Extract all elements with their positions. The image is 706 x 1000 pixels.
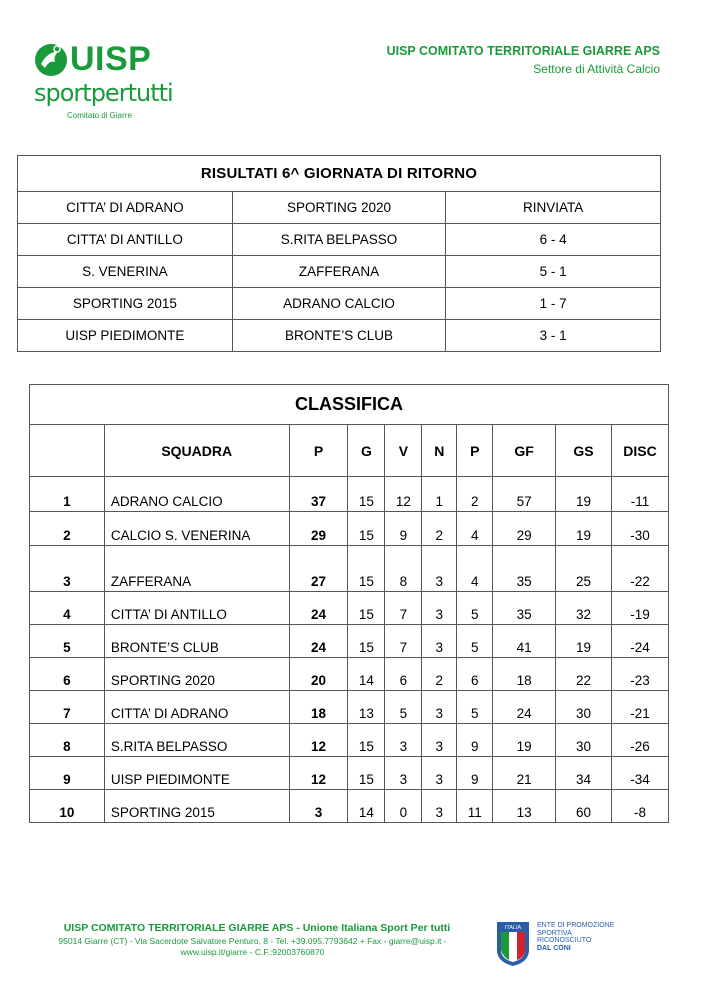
goals-for-cell: 13 (493, 790, 556, 823)
standings-row (30, 658, 669, 691)
drawn-cell: 3 (422, 790, 457, 823)
played-cell: 15 (348, 512, 385, 546)
goals-for-cell: 18 (493, 658, 556, 691)
points-cell: 18 (289, 691, 348, 724)
logo-uisp-text: UISP (70, 40, 152, 78)
points-cell: 29 (289, 512, 348, 546)
logo-sportpertutti-text: sportpertutti (34, 79, 173, 107)
drawn-cell: 3 (422, 691, 457, 724)
team-name-cell: SPORTING 2015 (104, 790, 289, 823)
goals-against-cell: 19 (556, 512, 612, 546)
won-cell: 12 (385, 477, 422, 512)
position-cell: 5 (30, 625, 105, 658)
discipline-cell: -22 (612, 546, 669, 592)
won-cell: 9 (385, 512, 422, 546)
standings-row (30, 757, 669, 790)
played-cell: 15 (348, 757, 385, 790)
goals-against-cell: 25 (556, 546, 612, 592)
drawn-cell: 2 (422, 658, 457, 691)
column-header: SQUADRA (104, 425, 289, 477)
standings-row (30, 691, 669, 724)
position-cell: 3 (30, 546, 105, 592)
goals-against-cell: 19 (556, 625, 612, 658)
standings-row (30, 512, 669, 546)
lost-cell: 11 (457, 790, 493, 823)
goals-for-cell: 29 (493, 512, 556, 546)
goals-against-cell: 34 (556, 757, 612, 790)
score-cell: 1 - 7 (446, 288, 661, 320)
played-cell: 15 (348, 724, 385, 757)
logo-comitato-text: Comitato di Giarre (67, 111, 132, 120)
goals-for-cell: 19 (493, 724, 556, 757)
team-name-cell: ADRANO CALCIO (104, 477, 289, 512)
coni-recognition-text (537, 922, 614, 952)
points-cell: 24 (289, 625, 348, 658)
points-cell: 24 (289, 592, 348, 625)
team-name-cell: CITTA’ DI ADRANO (104, 691, 289, 724)
coni-line: RICONOSCIUTO (537, 937, 592, 945)
drawn-cell: 2 (422, 512, 457, 546)
goals-against-cell: 32 (556, 592, 612, 625)
played-cell: 14 (348, 790, 385, 823)
standings-table (29, 384, 669, 823)
home-team-cell: CITTA’ DI ANTILLO (18, 224, 233, 256)
standings-row (30, 546, 669, 592)
team-name-cell: ZAFFERANA (104, 546, 289, 592)
org-subtitle: Settore di Attività Calcio (533, 62, 660, 76)
position-cell: 6 (30, 658, 105, 691)
drawn-cell: 3 (422, 625, 457, 658)
goals-against-cell: 19 (556, 477, 612, 512)
away-team-cell: ZAFFERANA (232, 256, 446, 288)
played-cell: 15 (348, 477, 385, 512)
points-cell: 3 (289, 790, 348, 823)
away-team-cell: BRONTE’S CLUB (232, 320, 446, 352)
standings-row (30, 477, 669, 512)
standings-row (30, 790, 669, 823)
discipline-cell: -23 (612, 658, 669, 691)
results-table (17, 155, 661, 352)
column-header: GS (556, 425, 612, 477)
discipline-cell: -24 (612, 625, 669, 658)
position-cell: 10 (30, 790, 105, 823)
points-cell: 27 (289, 546, 348, 592)
lost-cell: 5 (457, 625, 493, 658)
won-cell: 7 (385, 592, 422, 625)
lost-cell: 2 (457, 477, 493, 512)
lost-cell: 5 (457, 592, 493, 625)
lost-cell: 6 (457, 658, 493, 691)
drawn-cell: 3 (422, 592, 457, 625)
team-name-cell: CITTA’ DI ANTILLO (104, 592, 289, 625)
column-header: P (457, 425, 493, 477)
won-cell: 8 (385, 546, 422, 592)
won-cell: 3 (385, 724, 422, 757)
won-cell: 7 (385, 625, 422, 658)
result-row (18, 224, 661, 256)
result-row (18, 192, 661, 224)
discipline-cell: -34 (612, 757, 669, 790)
coni-shield-icon (495, 920, 531, 968)
drawn-cell: 1 (422, 477, 457, 512)
goals-for-cell: 57 (493, 477, 556, 512)
score-cell: 6 - 4 (446, 224, 661, 256)
won-cell: 5 (385, 691, 422, 724)
result-row (18, 288, 661, 320)
goals-for-cell: 21 (493, 757, 556, 790)
won-cell: 6 (385, 658, 422, 691)
lost-cell: 9 (457, 757, 493, 790)
column-header (30, 425, 105, 477)
score-cell: RINVIATA (446, 192, 661, 224)
lost-cell: 5 (457, 691, 493, 724)
position-cell: 9 (30, 757, 105, 790)
coni-line: ENTE DI PROMOZIONE (537, 922, 615, 929)
home-team-cell: S. VENERINA (18, 256, 233, 288)
footer-title: UISP COMITATO TERRITORIALE GIARRE APS - Unione Italiana Sport Per tutti (63, 922, 451, 934)
column-header: GF (493, 425, 556, 477)
points-cell: 37 (289, 477, 348, 512)
home-team-cell: SPORTING 2015 (18, 288, 233, 320)
standings-row (30, 724, 669, 757)
discipline-cell: -19 (612, 592, 669, 625)
goals-for-cell: 24 (493, 691, 556, 724)
played-cell: 15 (348, 546, 385, 592)
position-cell: 2 (30, 512, 105, 546)
result-row (18, 320, 661, 352)
drawn-cell: 3 (422, 546, 457, 592)
uisp-logo (30, 38, 180, 128)
coni-line: SPORTIVA (537, 929, 572, 937)
played-cell: 15 (348, 625, 385, 658)
home-team-cell: UISP PIEDIMONTE (18, 320, 233, 352)
points-cell: 12 (289, 724, 348, 757)
lost-cell: 4 (457, 512, 493, 546)
played-cell: 14 (348, 658, 385, 691)
column-header: V (385, 425, 422, 477)
goals-against-cell: 30 (556, 691, 612, 724)
position-cell: 1 (30, 477, 105, 512)
standings-title: CLASSIFICA (30, 385, 669, 425)
uisp-runner-icon (33, 42, 69, 78)
lost-cell: 9 (457, 724, 493, 757)
org-title: UISP COMITATO TERRITORIALE GIARRE APS (386, 44, 660, 58)
column-header: P (289, 425, 348, 477)
goals-against-cell: 22 (556, 658, 612, 691)
discipline-cell: -21 (612, 691, 669, 724)
column-header: DISC (612, 425, 669, 477)
team-name-cell: BRONTE’S CLUB (104, 625, 289, 658)
position-cell: 4 (30, 592, 105, 625)
goals-against-cell: 60 (556, 790, 612, 823)
standings-row (30, 592, 669, 625)
lost-cell: 4 (457, 546, 493, 592)
coni-line: DAL CONI (537, 944, 571, 952)
results-title: RISULTATI 6^ GIORNATA DI RITORNO (18, 156, 661, 192)
discipline-cell: -8 (612, 790, 669, 823)
discipline-cell: -11 (612, 477, 669, 512)
team-name-cell: S.RITA BELPASSO (104, 724, 289, 757)
discipline-cell: -26 (612, 724, 669, 757)
team-name-cell: CALCIO S. VENERINA (104, 512, 289, 546)
drawn-cell: 3 (422, 724, 457, 757)
column-header: N (422, 425, 457, 477)
discipline-cell: -30 (612, 512, 669, 546)
drawn-cell: 3 (422, 757, 457, 790)
won-cell: 0 (385, 790, 422, 823)
position-cell: 7 (30, 691, 105, 724)
home-team-cell: CITTA’ DI ADRANO (18, 192, 233, 224)
played-cell: 15 (348, 592, 385, 625)
goals-for-cell: 35 (493, 592, 556, 625)
team-name-cell: UISP PIEDIMONTE (104, 757, 289, 790)
goals-against-cell: 30 (556, 724, 612, 757)
away-team-cell: ADRANO CALCIO (232, 288, 446, 320)
won-cell: 3 (385, 757, 422, 790)
points-cell: 12 (289, 757, 348, 790)
away-team-cell: SPORTING 2020 (232, 192, 446, 224)
result-row (18, 256, 661, 288)
position-cell: 8 (30, 724, 105, 757)
column-header: G (348, 425, 385, 477)
points-cell: 20 (289, 658, 348, 691)
team-name-cell: SPORTING 2020 (104, 658, 289, 691)
footer-address: 95014 Giarre (CT) - Via Sacerdote Salvatore Penturo, 8 - Tel. +39.095.7793642 + Fax - giarre@uisp.it - www.uisp.it/giarre - C.F.:92003760870 (58, 936, 447, 957)
played-cell: 13 (348, 691, 385, 724)
away-team-cell: S.RITA BELPASSO (232, 224, 446, 256)
goals-for-cell: 35 (493, 546, 556, 592)
score-cell: 3 - 1 (446, 320, 661, 352)
coni-italia-text: ITALIA (504, 925, 522, 931)
score-cell: 5 - 1 (446, 256, 661, 288)
goals-for-cell: 41 (493, 625, 556, 658)
standings-row (30, 625, 669, 658)
